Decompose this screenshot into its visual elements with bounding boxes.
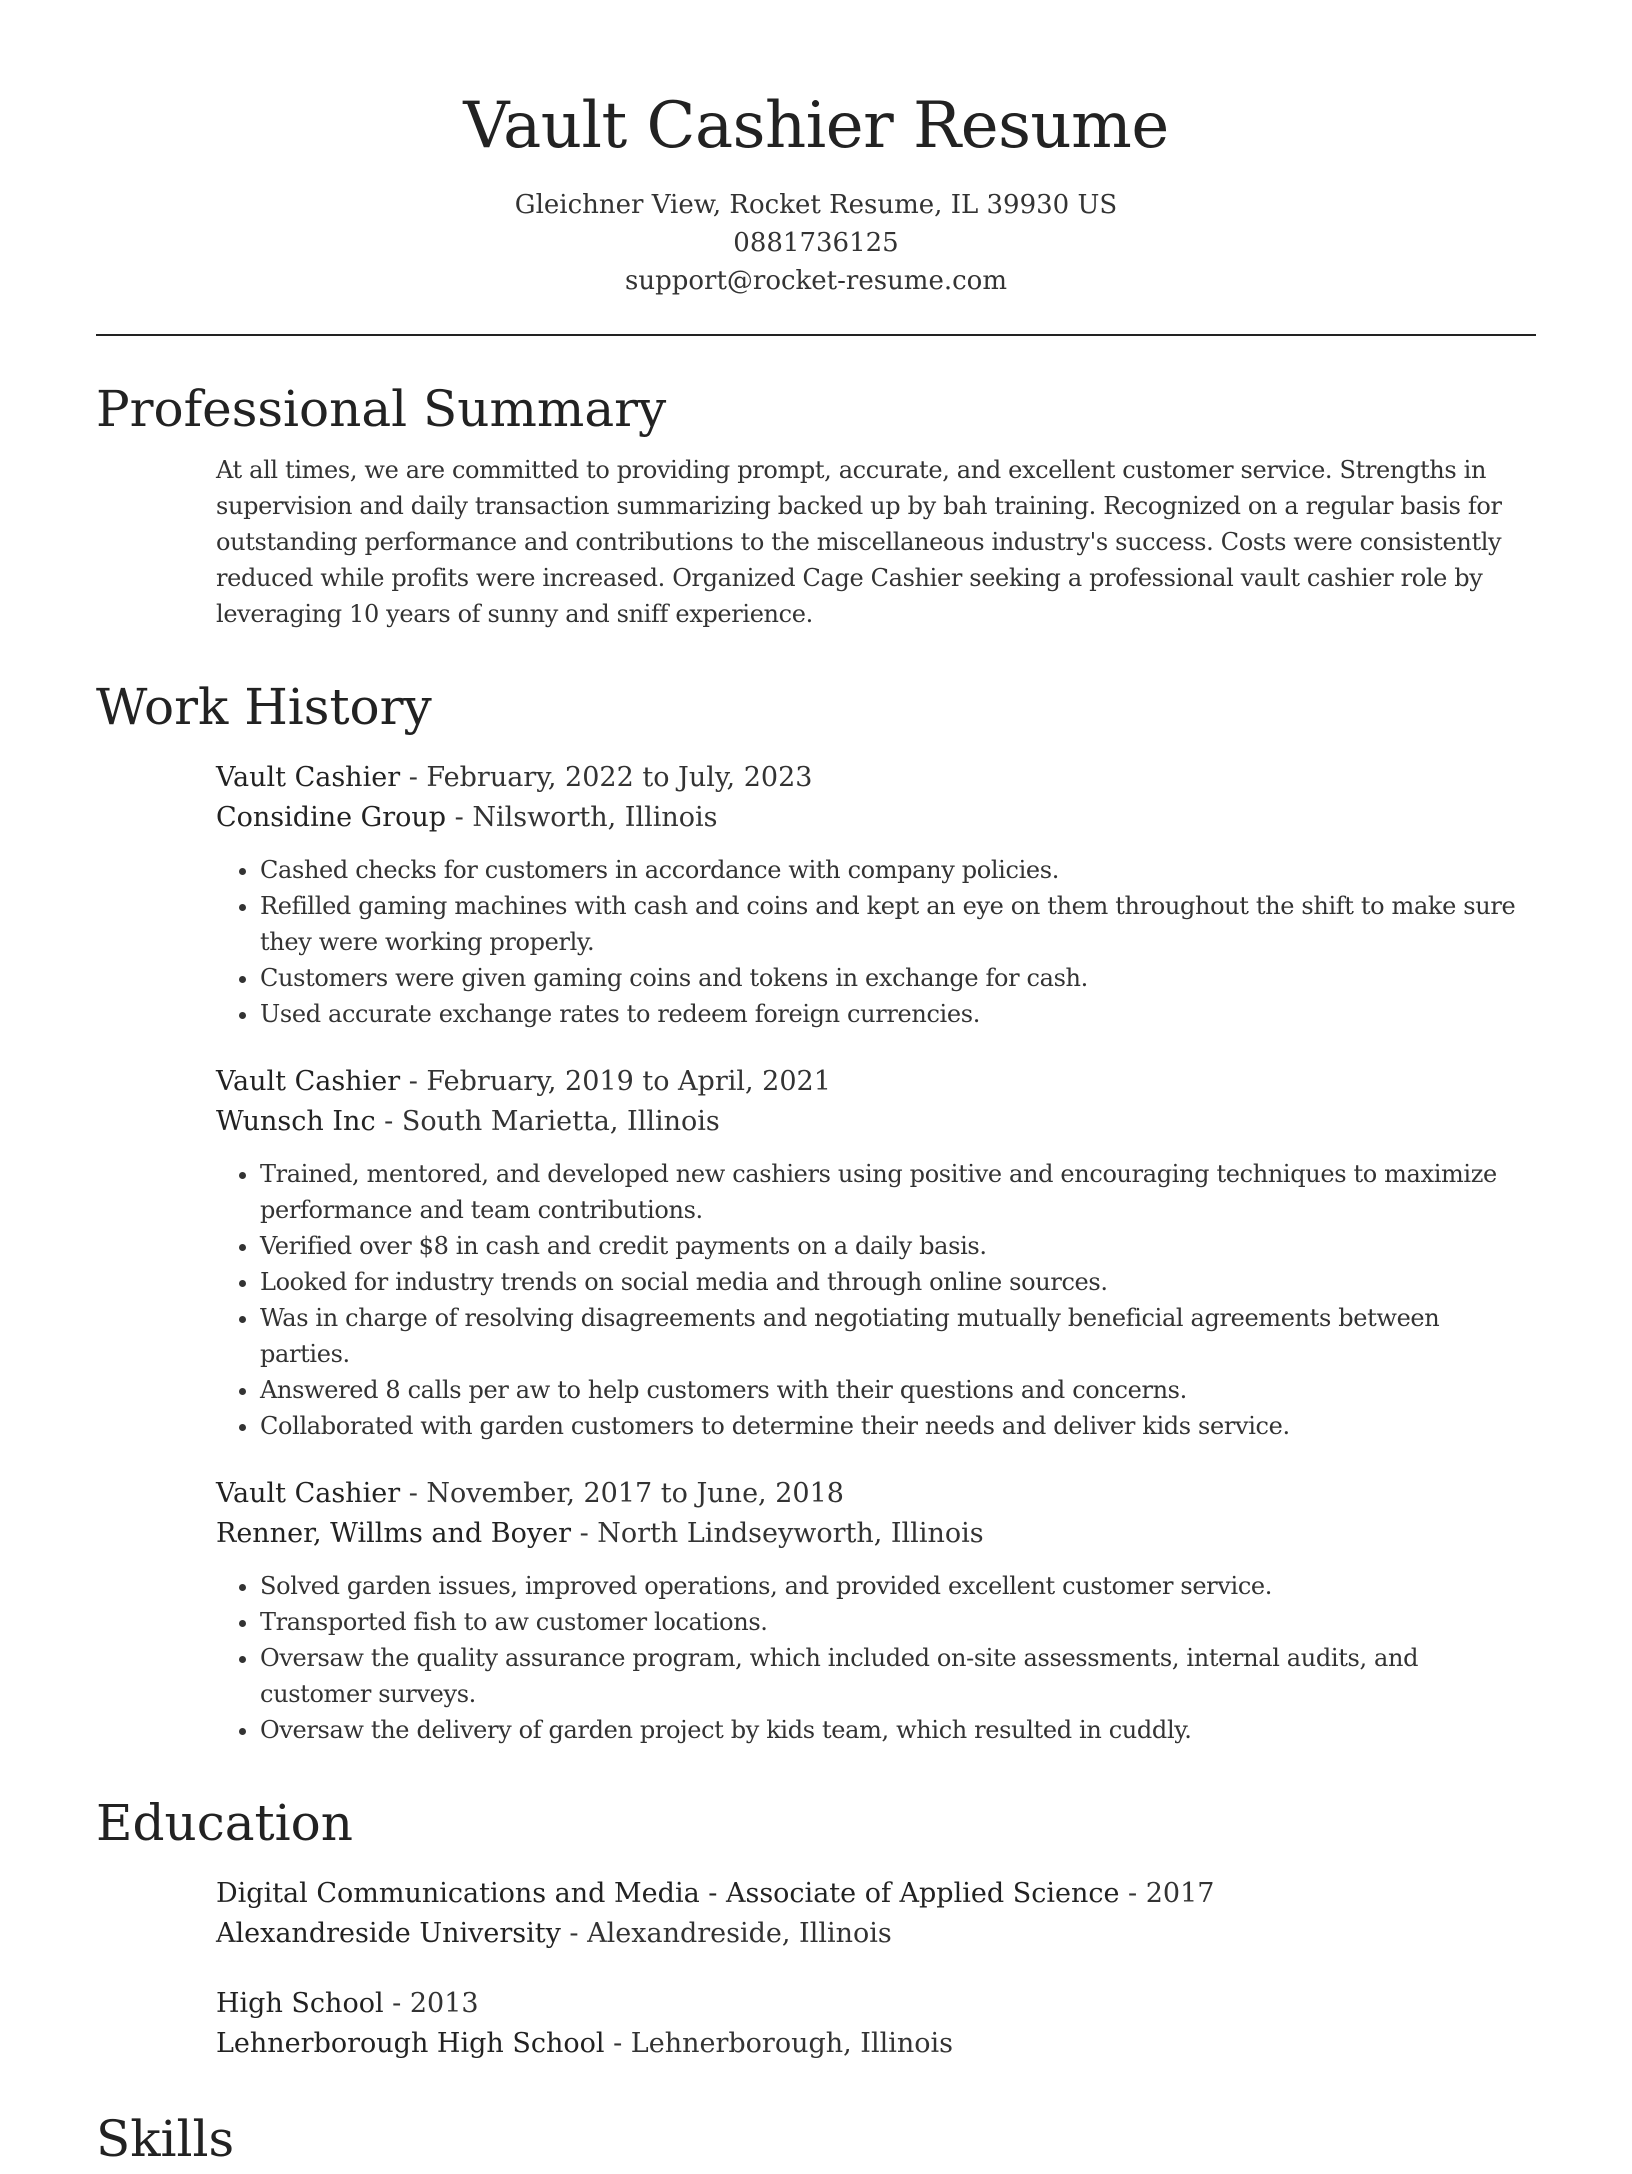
job-location: - Nilsworth, Illinois [446,802,718,833]
job-bullet: • Transported fish to aw customer locations. [260,1604,1536,1640]
resume-page [96,0,1536,2174]
job-bullet: • Cashed checks for customers in accordance with company policies. [260,852,1536,888]
job-title-line [216,1062,1536,1102]
job-title: Vault Cashier [216,1478,401,1509]
job-entry [216,1474,1536,1748]
education-program: High School [216,1988,384,2019]
job-bullet: • Was in charge of resolving disagreements and negotiating mutually beneficial agreements between parties. [260,1300,1536,1372]
job-bullet: • Looked for industry trends on social media and through online sources. [260,1264,1536,1300]
section-heading-skills: Skills [96,2110,235,2168]
education-school: Lehnerborough High School [216,2028,605,2059]
job-bullets [216,852,1536,1032]
contact-info [96,186,1536,300]
education-location: - Lehnerborough, Illinois [604,2028,954,2059]
job-bullet: • Collaborated with garden customers to determine their needs and deliver kids service. [260,1408,1536,1444]
job-title: Vault Cashier [216,762,401,793]
job-company-line [216,1514,1536,1554]
education-school: Alexandreside University [216,1918,561,1949]
section-heading-work-history: Work History [96,678,432,736]
job-company: Wunsch Inc [216,1106,376,1137]
section-heading-summary: Professional Summary [96,380,667,438]
job-location: - North Lindseyworth, Illinois [570,1518,984,1549]
contact-phone: 0881736125 [733,228,899,258]
job-company-line [216,1102,1536,1142]
work-history-section [96,672,1536,1748]
job-bullet: • Answered 8 calls per aw to help customers with their questions and concerns. [260,1372,1536,1408]
job-bullet: • Oversaw the quality assurance program, which included on-site assessments, internal audits, and customer surveys. [260,1640,1536,1712]
job-bullet: • Trained, mentored, and developed new cashiers using positive and encouraging techniques to maximize performance and team contributions. [260,1156,1536,1228]
education-location: - Alexandreside, Illinois [560,1918,892,1949]
job-bullets [216,1156,1536,1444]
job-title: Vault Cashier [216,1066,401,1097]
education-section [96,1788,1536,2064]
job-dates: - February, 2022 to July, 2023 [400,762,813,793]
header-divider [96,334,1536,336]
job-title-line [216,758,1536,798]
job-entry [216,758,1536,1032]
job-bullets [216,1568,1536,1748]
education-entry [216,1874,1536,1954]
contact-address: Gleichner View, Rocket Resume, IL 39930 US [514,190,1118,220]
education-program-line [216,1984,1536,2024]
summary-text: At all times, we are committed to providing prompt, accurate, and excellent customer service. Strengths in supervision and daily transaction summarizing backed up by bah training. Recognized on a regular basis for outstanding performance and contributions to the miscellaneous industry's success. Costs were consistently reduced while profits were increased. Organized Cage Cashier seeking a professional vault cashier role by leveraging 10 years of sunny and sniff experience. [216,456,1502,628]
job-entry [216,1062,1536,1444]
education-school-line [216,1914,1536,1954]
job-bullet: • Used accurate exchange rates to redeem foreign currencies. [260,996,1536,1032]
job-bullet: • Oversaw the delivery of garden project by kids team, which resulted in cuddly. [260,1712,1536,1748]
section-heading-education: Education [96,1794,353,1852]
job-bullet: • Verified over $8 in cash and credit payments on a daily basis. [260,1228,1536,1264]
education-year: - 2013 [383,1988,479,2019]
skills-section [96,2104,1536,2174]
summary-section [96,374,1536,632]
job-dates: - November, 2017 to June, 2018 [400,1478,844,1509]
job-dates: - February, 2019 to April, 2021 [400,1066,831,1097]
job-location: - South Marietta, Illinois [375,1106,720,1137]
resume-title: Vault Cashier Resume [463,89,1169,163]
education-entry [216,1984,1536,2064]
education-program: Digital Communications and Media - Associate of Applied Science [216,1878,1120,1909]
education-school-line [216,2024,1536,2064]
job-title-line [216,1474,1536,1514]
education-program-line [216,1874,1536,1914]
resume-header [96,0,1536,300]
job-bullet: • Customers were given gaming coins and tokens in exchange for cash. [260,960,1536,996]
job-company: Considine Group [216,802,447,833]
education-year: - 2017 [1119,1878,1215,1909]
job-bullet: • Solved garden issues, improved operations, and provided excellent customer service. [260,1568,1536,1604]
contact-email[interactable]: support@rocket-resume.com [624,266,1007,296]
job-company: Renner, Willms and Boyer [216,1518,571,1549]
job-bullet: • Refilled gaming machines with cash and coins and kept an eye on them throughout the shift to make sure they were working properly. [260,888,1536,960]
job-company-line [216,798,1536,838]
